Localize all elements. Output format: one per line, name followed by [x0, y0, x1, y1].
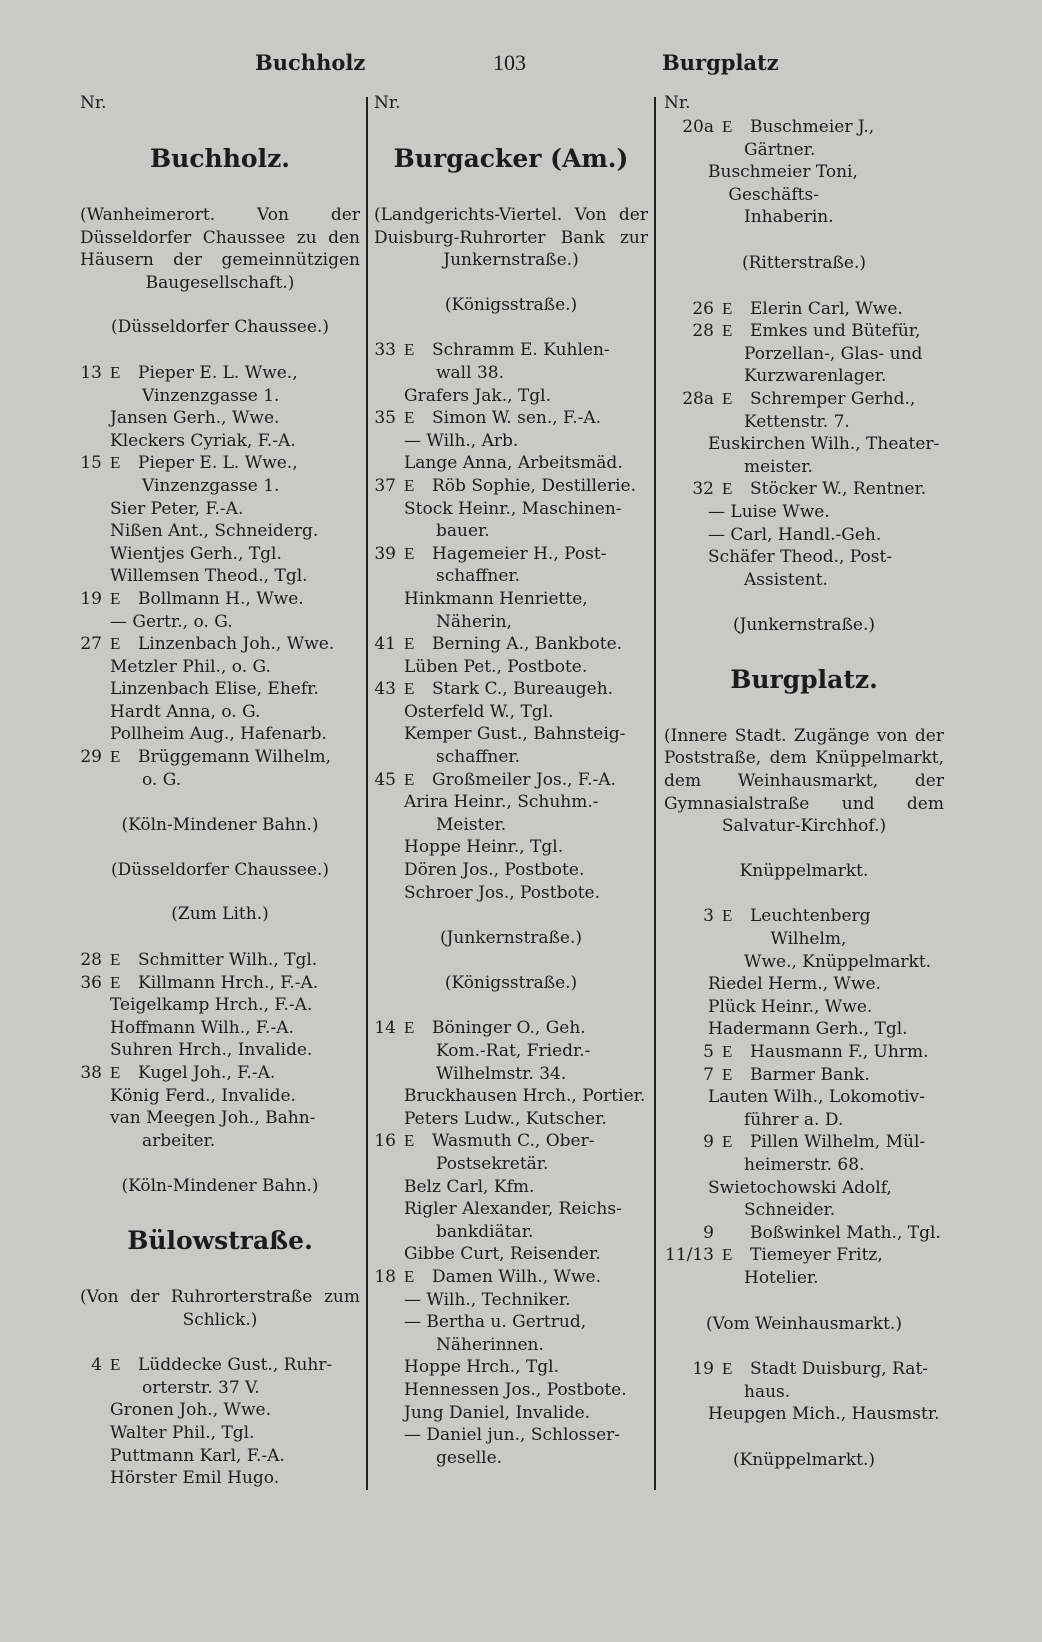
resident-line: Riedel Herm., Wwe. [708, 974, 881, 995]
continuation-line: schaffner. [436, 566, 521, 587]
owner-mark: E [404, 1018, 415, 1038]
resident-line: — Bertha u. Gertrud, [404, 1312, 587, 1333]
owner-mark: E [722, 1042, 733, 1061]
resident-name: Pieper E. L. Wwe., [138, 453, 298, 474]
owner-mark: E [110, 362, 121, 382]
resident-line: Osterfeld W., Tgl. [404, 701, 554, 722]
street-note: (Innere Stadt. Zugänge von der Poststraße, dem Knüppelmarkt, dem Weinhausmarkt, der Gymnasialstraße und dem Salvatur-Kirchhof.) [664, 725, 944, 837]
street-note: (Junkernstraße.) [732, 615, 876, 636]
resident-name: Hausmann F., Uhrm. [750, 1042, 929, 1062]
continuation-line: Assistent. [744, 569, 828, 590]
continuation-line: Schneider. [744, 1200, 836, 1221]
resident-name: Killmann Hrch., F.-A. [138, 972, 319, 993]
resident-name: Boßwinkel Math., Tgl. [750, 1222, 941, 1243]
owner-mark: E [404, 408, 415, 428]
continuation-line: bankdiätar. [436, 1221, 534, 1242]
section-heading: Burgacker (Am.) [393, 144, 629, 173]
address-entry [80, 452, 360, 475]
resident-line: Grafers Jak., Tgl. [404, 385, 551, 406]
house-number: 19 [692, 1359, 714, 1380]
address-entry [80, 362, 360, 385]
street-note: (Zum Lith.) [171, 904, 269, 925]
address-entry [664, 1222, 944, 1245]
street-note: (Knüppelmarkt.) [732, 1449, 876, 1470]
resident-line: Arira Heinr., Schuhm.- [404, 792, 599, 813]
house-number: 41 [374, 634, 396, 655]
resident-name: Lüddecke Gust., Ruhr- [138, 1355, 333, 1376]
resident-line: Kemper Gust., Bahnsteig- [404, 724, 626, 745]
house-number: 28 [692, 321, 714, 342]
street-note: (Ritterstraße.) [742, 252, 866, 273]
house-number: 3 [703, 906, 714, 927]
house-number: 14 [374, 1018, 396, 1039]
resident-line: Pollheim Aug., Hafenarb. [110, 724, 327, 745]
resident-name: Leuchtenberg Wilhelm, [750, 906, 871, 950]
address-entry [664, 1358, 944, 1381]
owner-mark: E [110, 950, 121, 970]
address-entry [664, 1244, 944, 1267]
resident-line: Rigler Alexander, Reichs- [404, 1199, 622, 1220]
continuation-line: arbeiter. [142, 1130, 216, 1151]
running-head-left: Buchholz [255, 50, 366, 75]
continuation-line: Näherin, [436, 611, 512, 632]
house-number: 35 [374, 408, 396, 429]
address-entry [374, 769, 648, 792]
resident-name: Emkes und Bütefür, [750, 321, 921, 342]
continuation-line: Wilhelmstr. 34. [436, 1063, 567, 1084]
address-entry [374, 407, 648, 430]
house-number: 13 [80, 362, 102, 383]
continuation-line: o. G. [142, 769, 182, 790]
address-entry [664, 116, 944, 139]
house-number: 28a [682, 388, 714, 409]
address-entry [664, 1064, 944, 1087]
owner-mark: E [404, 1266, 415, 1286]
resident-name: Stadt Duisburg, Rat- [750, 1359, 929, 1380]
resident-line: Puttmann Karl, F.-A. [110, 1445, 285, 1466]
street-note: (Köln-Mindener Bahn.) [121, 1176, 319, 1197]
house-number: 29 [80, 747, 102, 768]
resident-name: Stark C., Bureaugeh. [432, 679, 614, 700]
continuation-line: Näherinnen. [436, 1334, 544, 1355]
resident-line: Lauten Wilh., Lokomotiv- [708, 1087, 925, 1108]
street-note: (Wanheimerort. Von der Düsseldorfer Chaussee zu den Häusern der gemeinnützigen Baugesellschaft.) [80, 205, 360, 293]
resident-name: Röb Sophie, Destillerie. [432, 475, 636, 496]
owner-mark: E [110, 588, 121, 608]
resident-line: Hadermann Gerh., Tgl. [708, 1019, 908, 1040]
resident-name: Berning A., Bankbote. [432, 634, 623, 655]
address-entry [664, 388, 944, 411]
owner-mark: E [722, 117, 733, 136]
address-entry [664, 320, 944, 343]
continuation-line: Vinzenzgasse 1. [142, 475, 280, 496]
resident-name: Schmitter Wilh., Tgl. [138, 950, 318, 971]
resident-name: Pillen Wilhelm, Mül- [750, 1132, 926, 1153]
owner-mark: E [110, 747, 121, 767]
resident-line: — Gertr., o. G. [110, 611, 233, 632]
resident-line: Hoffmann Wilh., F.-A. [110, 1017, 294, 1038]
street-note: (Köln-Mindener Bahn.) [121, 815, 319, 836]
house-number: 27 [80, 634, 102, 655]
resident-line: Teigelkamp Hrch., F.-A. [110, 995, 313, 1016]
continuation-line: wall 38. [436, 362, 504, 383]
continuation-line: Inhaberin. [744, 207, 834, 228]
owner-mark: E [722, 1359, 733, 1379]
resident-line: Nißen Ant., Schneiderg. [110, 521, 319, 542]
resident-line: Lüben Pet., Postbote. [404, 656, 588, 677]
resident-line: Plück Heinr., Wwe. [708, 996, 873, 1017]
owner-mark: E [110, 634, 121, 654]
owner-mark: E [404, 1131, 415, 1151]
house-number: 16 [374, 1131, 396, 1152]
address-entry [374, 475, 648, 498]
house-number: 43 [374, 679, 396, 700]
resident-line: — Wilh., Arb. [404, 430, 519, 451]
resident-line: Suhren Hrch., Invalide. [110, 1040, 313, 1061]
house-number: 33 [374, 340, 396, 361]
resident-name: Schremper Gerhd., [750, 388, 916, 409]
address-entry [374, 1017, 648, 1040]
house-number: 5 [703, 1042, 714, 1062]
house-number: 36 [80, 972, 102, 993]
street-note: (Junkernstraße.) [439, 928, 583, 949]
column-rule [366, 97, 368, 1490]
house-number: 7 [703, 1064, 714, 1085]
column-nr-label: Nr. [80, 93, 107, 113]
address-entry [664, 1041, 944, 1064]
continuation-line: haus. [744, 1381, 791, 1402]
address-entry [374, 633, 648, 656]
resident-line: Hoppe Hrch., Tgl. [404, 1357, 559, 1378]
continuation-line: Kettenstr. 7. [744, 411, 850, 432]
resident-name: Großmeiler Jos., F.-A. [432, 769, 616, 790]
house-number: 15 [80, 453, 102, 474]
owner-mark: E [722, 1245, 733, 1265]
owner-mark: E [110, 1355, 121, 1375]
column-1 [80, 92, 360, 1490]
resident-name: Hagemeier H., Post- [432, 543, 607, 564]
resident-line: Gronen Joh., Wwe. [110, 1400, 272, 1421]
resident-line: Hoppe Heinr., Tgl. [404, 837, 564, 858]
address-entry [80, 1354, 360, 1377]
resident-line: Metzler Phil., o. G. [110, 656, 271, 677]
address-entry [374, 678, 648, 701]
running-head-right: Burgplatz [662, 50, 779, 75]
resident-line: Belz Carl, Kfm. [404, 1176, 535, 1197]
continuation-line: schaffner. [436, 747, 521, 768]
address-entry [80, 633, 360, 656]
continuation-line: Kom.-Rat, Friedr.- [436, 1041, 591, 1061]
house-number: 18 [374, 1266, 396, 1287]
resident-line: Linzenbach Elise, Ehefr. [110, 679, 319, 700]
continuation-line: Hotelier. [744, 1267, 819, 1288]
house-number: 9 [703, 1222, 714, 1243]
resident-line: König Ferd., Invalide. [110, 1085, 296, 1106]
address-entry [374, 543, 648, 566]
resident-line: Hardt Anna, o. G. [110, 701, 261, 722]
continuation-line: orterstr. 37 V. [142, 1377, 260, 1398]
house-number: 38 [80, 1063, 102, 1083]
address-entry [374, 1130, 648, 1153]
street-note: (Düsseldorfer Chaussee.) [111, 317, 329, 338]
resident-name: Tiemeyer Fritz, [750, 1245, 883, 1266]
resident-name: Schramm E. Kuhlen- [432, 340, 610, 361]
continuation-line: führer a. D. [744, 1109, 844, 1130]
resident-line: Hennessen Jos., Postbote. [404, 1379, 627, 1400]
resident-line: Buschmeier Toni, Geschäfts- [708, 162, 858, 205]
column-rule [654, 97, 656, 1490]
resident-line: Kleckers Cyriak, F.-A. [110, 430, 296, 451]
section-heading: Buchholz. [150, 144, 290, 173]
resident-name: Bollmann H., Wwe. [138, 588, 304, 609]
street-note: (Vom Weinhausmarkt.) [706, 1313, 902, 1334]
resident-line: Gibbe Curt, Reisender. [404, 1244, 601, 1265]
house-number: 9 [703, 1132, 714, 1153]
column-2 [374, 92, 648, 1469]
owner-mark: E [404, 543, 415, 563]
house-number: 45 [374, 769, 396, 790]
house-number: 28 [80, 950, 102, 971]
house-number: 11/13 [665, 1245, 714, 1266]
house-number: 4 [91, 1355, 102, 1376]
resident-line: Walter Phil., Tgl. [110, 1422, 255, 1443]
address-entry [664, 298, 944, 321]
owner-mark: E [722, 479, 733, 499]
continuation-line: Wwe., Knüppelmarkt. [744, 951, 932, 972]
column-nr-label: Nr. [374, 93, 401, 113]
owner-mark: E [404, 769, 415, 789]
address-entry [664, 478, 944, 501]
house-number: 32 [692, 479, 714, 500]
address-entry [80, 1062, 360, 1085]
resident-name: Buschmeier J., [750, 117, 875, 137]
address-entry [80, 746, 360, 769]
resident-name: Simon W. sen., F.-A. [432, 408, 602, 429]
address-entry [80, 588, 360, 611]
resident-line: Peters Ludw., Kutscher. [404, 1108, 607, 1129]
resident-line: Jung Daniel, Invalide. [404, 1402, 591, 1423]
street-note: (Königsstraße.) [444, 294, 578, 315]
street-note: (Königsstraße.) [444, 972, 578, 993]
resident-line: Schäfer Theod., Post- [708, 547, 893, 568]
resident-name: Barmer Bank. [750, 1064, 870, 1085]
resident-line: Heupgen Mich., Hausmstr. [708, 1404, 940, 1425]
street-note: (Von der Ruhrorterstraße zum Schlick.) [80, 1286, 360, 1330]
owner-mark [714, 1222, 750, 1245]
continuation-line: geselle. [436, 1447, 503, 1468]
address-entry [664, 1131, 944, 1154]
owner-mark: E [722, 1132, 733, 1152]
page-number: 103 [493, 50, 526, 75]
owner-mark: E [404, 340, 415, 360]
resident-name: Wasmuth C., Ober- [432, 1131, 595, 1152]
resident-line: — Carl, Handl.-Geh. [708, 524, 882, 545]
column-3 [664, 92, 944, 1472]
resident-line: Euskirchen Wilh., Theater- [708, 434, 940, 455]
resident-line: Willemsen Theod., Tgl. [110, 566, 308, 587]
continuation-line: Meister. [436, 814, 507, 835]
resident-name: Pieper E. L. Wwe., [138, 362, 298, 383]
owner-mark: E [404, 634, 415, 654]
house-number: 19 [80, 588, 102, 609]
resident-line: Lange Anna, Arbeitsmäd. [404, 453, 623, 474]
owner-mark: E [722, 298, 733, 318]
street-note: (Düsseldorfer Chaussee.) [111, 859, 329, 880]
owner-mark: E [404, 679, 415, 699]
continuation-line: Porzellan-, Glas- und [744, 343, 923, 364]
resident-name: Linzenbach Joh., Wwe. [138, 634, 335, 655]
street-note: (Landgerichts-Viertel. Von der Duisburg-Ruhrorter Bank zur Junkernstraße.) [374, 205, 648, 271]
continuation-line: bauer. [436, 521, 490, 542]
resident-line: Sier Peter, F.-A. [110, 498, 244, 519]
owner-mark: E [404, 475, 415, 495]
resident-line: — Luise Wwe. [708, 501, 830, 522]
resident-line: — Daniel jun., Schlosser- [404, 1425, 621, 1446]
owner-mark: E [110, 1063, 121, 1082]
owner-mark: E [110, 453, 121, 473]
house-number: 26 [692, 298, 714, 319]
resident-name: Böninger O., Geh. [432, 1018, 586, 1039]
owner-mark: E [722, 388, 733, 408]
address-entry [80, 972, 360, 995]
continuation-line: Gärtner. [744, 139, 816, 160]
address-entry [374, 1266, 648, 1289]
resident-line: — Wilh., Techniker. [404, 1289, 571, 1310]
continuation-line: Vinzenzgasse 1. [142, 385, 280, 406]
resident-line: Schroer Jos., Postbote. [404, 882, 601, 903]
continuation-line: meister. [744, 456, 813, 477]
resident-line: Wientjes Gerh., Tgl. [110, 543, 282, 564]
owner-mark: E [722, 321, 733, 341]
resident-line: Hörster Emil Hugo. [110, 1468, 280, 1489]
resident-name: Damen Wilh., Wwe. [432, 1266, 601, 1287]
section-heading: Bülowstraße. [127, 1225, 313, 1255]
street-note: Knüppelmarkt. [739, 860, 869, 881]
owner-mark: E [722, 1064, 733, 1084]
house-number: 39 [374, 543, 396, 564]
resident-line: Stock Heinr., Maschinen- [404, 498, 622, 519]
continuation-line: Kurzwarenlager. [744, 366, 887, 387]
address-entry [664, 905, 944, 950]
resident-name: Kugel Joh., F.-A. [138, 1063, 276, 1083]
column-nr-label: Nr. [664, 93, 691, 113]
house-number: 37 [374, 475, 396, 496]
continuation-line: Postsekretär. [436, 1153, 549, 1174]
owner-mark: E [722, 906, 733, 926]
resident-line: Bruckhausen Hrch., Portier. [404, 1086, 646, 1107]
continuation-line: heimerstr. 68. [744, 1154, 865, 1175]
resident-name: Stöcker W., Rentner. [750, 479, 927, 500]
owner-mark: E [110, 972, 121, 992]
section-heading: Burgplatz. [730, 664, 878, 694]
resident-name: Brüggemann Wilhelm, [138, 747, 331, 768]
address-entry [80, 949, 360, 972]
resident-name: Elerin Carl, Wwe. [750, 298, 903, 319]
resident-line: Hinkmann Henriette, [404, 588, 588, 609]
resident-line: Swietochowski Adolf, [708, 1177, 892, 1198]
house-number: 20a [682, 117, 714, 137]
resident-line: van Meegen Joh., Bahn- [110, 1108, 316, 1129]
resident-line: Jansen Gerh., Wwe. [110, 408, 280, 429]
address-entry [374, 339, 648, 362]
resident-line: Dören Jos., Postbote. [404, 860, 585, 881]
